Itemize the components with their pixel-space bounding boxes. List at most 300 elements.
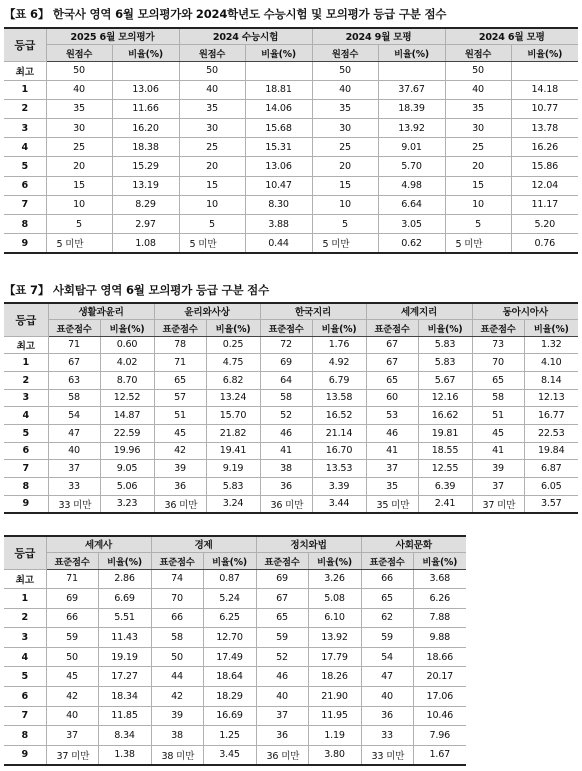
ratio-cell: 3.24 (206, 495, 260, 513)
score-cell: 5 미만 (179, 234, 245, 253)
grade-cell: 8 (4, 478, 48, 496)
ratio-cell: 8.30 (245, 195, 312, 214)
ratio-cell: 12.52 (100, 389, 154, 407)
ratio-cell: 16.62 (418, 407, 472, 425)
score-cell: 67 (256, 589, 308, 609)
ratio-cell: 6.26 (413, 589, 466, 609)
score-cell: 50 (151, 647, 203, 667)
exam-header: 2025 6월 모의평가 (46, 28, 179, 44)
score-cell: 62 (361, 608, 413, 628)
score-cell: 36 (154, 478, 206, 496)
ratio-cell: 3.80 (308, 745, 361, 765)
score-cell: 38 (151, 726, 203, 746)
ratio-cell: 5.20 (511, 215, 578, 234)
grade-cell: 2 (4, 371, 48, 389)
score-cell: 53 (366, 407, 418, 425)
score-cell: 54 (48, 407, 100, 425)
score-cell: 5 미만 (445, 234, 511, 253)
table-row (4, 119, 578, 138)
ratio-cell: 15.31 (245, 138, 312, 157)
ratio-cell: 4.02 (100, 354, 154, 372)
score-cell: 33 (48, 478, 100, 496)
ratio-cell: 3.45 (203, 745, 256, 765)
table-row (4, 608, 466, 628)
score-cell: 36 (260, 478, 312, 496)
score-cell: 57 (154, 389, 206, 407)
standard-score-header: 표준점수 (366, 319, 418, 336)
ratio-cell: 19.96 (100, 442, 154, 460)
ratio-header: 비율(%) (203, 552, 256, 569)
score-cell: 15 (46, 176, 112, 195)
ratio-cell: 16.52 (312, 407, 366, 425)
ratio-cell: 15.86 (511, 157, 578, 176)
ratio-cell: 18.64 (203, 667, 256, 687)
ratio-cell: 13.58 (312, 389, 366, 407)
table-row (4, 647, 466, 667)
ratio-cell: 37.67 (378, 80, 445, 99)
table-row (4, 80, 578, 99)
score-cell: 58 (151, 628, 203, 648)
ratio-header: 비율(%) (308, 552, 361, 569)
score-cell: 30 (46, 119, 112, 138)
ratio-cell: 17.79 (308, 647, 361, 667)
grade-header: 등급 (4, 536, 46, 569)
ratio-cell: 18.34 (98, 687, 151, 707)
table-row (4, 726, 466, 746)
ratio-cell: 11.43 (98, 628, 151, 648)
ratio-cell: 18.39 (378, 99, 445, 118)
score-cell: 37 미만 (472, 495, 524, 513)
score-cell: 45 (154, 424, 206, 442)
score-cell: 45 (472, 424, 524, 442)
score-cell: 37 미만 (46, 745, 98, 765)
standard-score-header: 표준점수 (151, 552, 203, 569)
ratio-cell: 5.51 (98, 608, 151, 628)
score-cell: 42 (151, 687, 203, 707)
table-row (4, 389, 578, 407)
score-cell: 10 (179, 195, 245, 214)
score-cell: 36 미만 (154, 495, 206, 513)
ratio-cell: 5.06 (100, 478, 154, 496)
ratio-cell: 1.76 (312, 336, 366, 354)
grade-cell: 2 (4, 608, 46, 628)
score-cell: 37 (366, 460, 418, 478)
score-cell: 38 (260, 460, 312, 478)
ratio-cell: 9.01 (378, 138, 445, 157)
ratio-header: 비율(%) (98, 552, 151, 569)
grade-cell: 4 (4, 647, 46, 667)
score-cell: 59 (46, 628, 98, 648)
score-cell: 65 (154, 371, 206, 389)
grade-cell: 최고 (4, 61, 46, 80)
table-row (4, 706, 466, 726)
table-row (4, 61, 578, 80)
table-row (4, 495, 578, 513)
ratio-cell: 14.18 (511, 80, 578, 99)
grade-cell: 2 (4, 99, 46, 118)
standard-score-header: 표준점수 (48, 319, 100, 336)
ratio-cell: 2.41 (418, 495, 472, 513)
table-row (4, 234, 578, 253)
ratio-cell: 6.87 (524, 460, 578, 478)
grade-cell: 9 (4, 495, 48, 513)
score-cell: 40 (46, 706, 98, 726)
ratio-cell: 6.64 (378, 195, 445, 214)
score-cell: 20 (179, 157, 245, 176)
score-cell: 10 (46, 195, 112, 214)
ratio-cell: 13.92 (308, 628, 361, 648)
score-cell: 35 (366, 478, 418, 496)
score-cell: 35 (445, 99, 511, 118)
score-cell: 20 (312, 157, 378, 176)
grade-cell: 3 (4, 389, 48, 407)
ratio-header: 비율(%) (206, 319, 260, 336)
grade-cell: 7 (4, 706, 46, 726)
ratio-cell: 17.49 (203, 647, 256, 667)
table-row (4, 589, 466, 609)
score-cell: 65 (472, 371, 524, 389)
ratio-cell: 11.66 (112, 99, 179, 118)
table-row (4, 371, 578, 389)
ratio-cell: 5.08 (308, 589, 361, 609)
grade-cell: 최고 (4, 336, 48, 354)
score-cell: 40 (361, 687, 413, 707)
score-cell: 50 (46, 61, 112, 80)
score-cell: 44 (151, 667, 203, 687)
score-cell: 30 (312, 119, 378, 138)
score-cell: 37 (472, 478, 524, 496)
grade-header: 등급 (4, 303, 48, 336)
grade-header: 등급 (4, 28, 46, 61)
ratio-header: 비율(%) (378, 44, 445, 61)
score-cell: 67 (366, 354, 418, 372)
ratio-cell: 11.17 (511, 195, 578, 214)
score-cell: 41 (366, 442, 418, 460)
raw-score-header: 원점수 (46, 44, 112, 61)
table-row (4, 745, 466, 765)
ratio-cell: 0.44 (245, 234, 312, 253)
score-cell: 36 (256, 726, 308, 746)
ratio-cell: 17.06 (413, 687, 466, 707)
score-cell: 71 (48, 336, 100, 354)
score-cell: 30 (179, 119, 245, 138)
ratio-cell: 7.96 (413, 726, 466, 746)
score-cell: 15 (179, 176, 245, 195)
ratio-cell: 5.83 (206, 478, 260, 496)
ratio-cell: 0.25 (206, 336, 260, 354)
ratio-cell: 16.77 (524, 407, 578, 425)
ratio-cell: 2.97 (112, 215, 179, 234)
ratio-cell: 3.05 (378, 215, 445, 234)
grade-cell: 6 (4, 442, 48, 460)
ratio-cell: 4.92 (312, 354, 366, 372)
ratio-header: 비율(%) (312, 319, 366, 336)
score-cell: 40 (445, 80, 511, 99)
ratio-header: 비율(%) (245, 44, 312, 61)
score-cell: 69 (260, 354, 312, 372)
score-cell: 52 (256, 647, 308, 667)
ratio-cell: 3.88 (245, 215, 312, 234)
score-cell: 20 (445, 157, 511, 176)
ratio-cell: 20.17 (413, 667, 466, 687)
ratio-cell: 4.98 (378, 176, 445, 195)
ratio-cell: 10.77 (511, 99, 578, 118)
ratio-cell: 3.68 (413, 569, 466, 589)
score-cell: 66 (361, 569, 413, 589)
ratio-cell: 13.06 (245, 157, 312, 176)
score-cell: 72 (260, 336, 312, 354)
score-cell: 71 (46, 569, 98, 589)
ratio-cell: 0.62 (378, 234, 445, 253)
ratio-cell: 8.14 (524, 371, 578, 389)
score-cell: 65 (361, 589, 413, 609)
standard-score-header: 표준점수 (361, 552, 413, 569)
score-cell: 70 (472, 354, 524, 372)
grade-cell: 6 (4, 687, 46, 707)
grade-cell: 3 (4, 628, 46, 648)
score-cell: 42 (46, 687, 98, 707)
score-cell: 66 (151, 608, 203, 628)
score-cell: 35 미만 (366, 495, 418, 513)
score-cell: 65 (256, 608, 308, 628)
table6-title: 【표 6】 한국사 영역 6월 모의평가와 2024학년도 수능시험 및 모의평가 등급 구분 점수 (4, 7, 447, 21)
score-cell: 25 (445, 138, 511, 157)
table-row (4, 354, 578, 372)
subject-header: 세계지리 (366, 303, 472, 319)
score-cell: 50 (312, 61, 378, 80)
ratio-cell: 2.86 (98, 569, 151, 589)
ratio-cell: 9.19 (206, 460, 260, 478)
grade-cell: 6 (4, 176, 46, 195)
table-row (4, 336, 578, 354)
score-cell: 40 (312, 80, 378, 99)
ratio-cell: 3.44 (312, 495, 366, 513)
ratio-cell: 6.82 (206, 371, 260, 389)
ratio-cell: 1.67 (413, 745, 466, 765)
exam-header: 2024 6월 모평 (445, 28, 578, 44)
ratio-cell: 16.20 (112, 119, 179, 138)
grade-cell: 7 (4, 195, 46, 214)
ratio-cell: 17.27 (98, 667, 151, 687)
score-cell: 20 (46, 157, 112, 176)
score-cell: 50 (179, 61, 245, 80)
score-cell: 58 (260, 389, 312, 407)
ratio-cell: 18.81 (245, 80, 312, 99)
ratio-cell: 18.38 (112, 138, 179, 157)
score-cell: 46 (256, 667, 308, 687)
ratio-header: 비율(%) (418, 319, 472, 336)
score-cell: 50 (46, 647, 98, 667)
score-cell: 51 (472, 407, 524, 425)
ratio-cell: 6.79 (312, 371, 366, 389)
ratio-cell: 9.05 (100, 460, 154, 478)
grade-cell: 1 (4, 589, 46, 609)
table-row (4, 687, 466, 707)
raw-score-header: 원점수 (179, 44, 245, 61)
ratio-cell: 22.59 (100, 424, 154, 442)
score-cell: 45 (46, 667, 98, 687)
ratio-cell (245, 61, 312, 80)
table-row (4, 442, 578, 460)
ratio-cell: 16.70 (312, 442, 366, 460)
ratio-header: 비율(%) (524, 319, 578, 336)
table-row (4, 460, 578, 478)
ratio-cell: 19.81 (418, 424, 472, 442)
ratio-cell: 12.16 (418, 389, 472, 407)
ratio-cell: 10.46 (413, 706, 466, 726)
score-cell: 73 (472, 336, 524, 354)
grade-cell: 9 (4, 745, 46, 765)
score-cell: 25 (312, 138, 378, 157)
score-cell: 35 (312, 99, 378, 118)
score-cell: 41 (472, 442, 524, 460)
score-cell: 60 (366, 389, 418, 407)
standard-score-header: 표준점수 (154, 319, 206, 336)
score-cell: 67 (366, 336, 418, 354)
ratio-header: 비율(%) (413, 552, 466, 569)
score-cell: 42 (154, 442, 206, 460)
ratio-cell: 21.14 (312, 424, 366, 442)
ratio-cell: 1.25 (203, 726, 256, 746)
score-cell: 69 (256, 569, 308, 589)
ratio-cell: 8.70 (100, 371, 154, 389)
ratio-cell (511, 61, 578, 80)
ratio-cell: 13.53 (312, 460, 366, 478)
ratio-cell: 13.92 (378, 119, 445, 138)
ratio-cell: 13.78 (511, 119, 578, 138)
score-cell: 50 (445, 61, 511, 80)
ratio-cell: 3.57 (524, 495, 578, 513)
grade-cell: 1 (4, 354, 48, 372)
ratio-cell: 5.83 (418, 354, 472, 372)
ratio-header: 비율(%) (100, 319, 154, 336)
score-cell: 37 (48, 460, 100, 478)
grade-cell: 4 (4, 138, 46, 157)
score-cell: 63 (48, 371, 100, 389)
table-row (4, 215, 578, 234)
score-cell: 25 (179, 138, 245, 157)
score-cell: 10 (312, 195, 378, 214)
ratio-cell: 15.70 (206, 407, 260, 425)
score-cell: 69 (46, 589, 98, 609)
table-row (4, 569, 466, 589)
score-cell: 33 미만 (361, 745, 413, 765)
score-cell: 66 (46, 608, 98, 628)
grade-cell: 5 (4, 424, 48, 442)
ratio-cell: 16.69 (203, 706, 256, 726)
subject-header: 생활과윤리 (48, 303, 154, 319)
score-cell: 15 (445, 176, 511, 195)
grade-cell: 9 (4, 234, 46, 253)
table-row (4, 407, 578, 425)
ratio-cell: 3.23 (100, 495, 154, 513)
score-cell: 36 미만 (256, 745, 308, 765)
score-cell: 70 (151, 589, 203, 609)
standard-score-header: 표준점수 (472, 319, 524, 336)
score-cell: 52 (260, 407, 312, 425)
ratio-header: 비율(%) (511, 44, 578, 61)
score-cell: 39 (151, 706, 203, 726)
ratio-cell: 0.76 (511, 234, 578, 253)
raw-score-header: 원점수 (445, 44, 511, 61)
ratio-cell: 18.26 (308, 667, 361, 687)
ratio-cell: 3.26 (308, 569, 361, 589)
score-cell: 74 (151, 569, 203, 589)
standard-score-header: 표준점수 (46, 552, 98, 569)
score-cell: 47 (361, 667, 413, 687)
ratio-cell: 19.84 (524, 442, 578, 460)
ratio-cell (112, 61, 179, 80)
table7-title: 【표 7】 사회탐구 영역 6월 모의평가 등급 구분 점수 (4, 283, 269, 297)
subject-header: 정치와법 (256, 536, 361, 552)
ratio-cell: 12.70 (203, 628, 256, 648)
score-cell: 37 (256, 706, 308, 726)
ratio-cell: 6.69 (98, 589, 151, 609)
standard-score-header: 표준점수 (256, 552, 308, 569)
table-row (4, 157, 578, 176)
score-cell: 65 (366, 371, 418, 389)
subject-header: 윤리와사상 (154, 303, 260, 319)
ratio-cell: 12.04 (511, 176, 578, 195)
table7-social-studies-cutoffs (4, 302, 578, 514)
table-row (4, 99, 578, 118)
score-cell: 36 (361, 706, 413, 726)
score-cell: 25 (46, 138, 112, 157)
score-cell: 5 (445, 215, 511, 234)
ratio-cell: 6.25 (203, 608, 256, 628)
ratio-cell: 1.32 (524, 336, 578, 354)
score-cell: 67 (48, 354, 100, 372)
ratio-cell: 18.29 (203, 687, 256, 707)
ratio-cell: 5.24 (203, 589, 256, 609)
ratio-cell: 7.88 (413, 608, 466, 628)
standard-score-header: 표준점수 (260, 319, 312, 336)
score-cell: 58 (472, 389, 524, 407)
table6-korean-history-cutoffs (4, 27, 578, 254)
score-cell: 46 (260, 424, 312, 442)
table-row (4, 628, 466, 648)
ratio-cell: 12.55 (418, 460, 472, 478)
grade-cell: 8 (4, 726, 46, 746)
grade-cell: 최고 (4, 569, 46, 589)
ratio-cell: 1.19 (308, 726, 361, 746)
score-cell: 71 (154, 354, 206, 372)
ratio-cell: 1.38 (98, 745, 151, 765)
score-cell: 5 미만 (46, 234, 112, 253)
score-cell: 64 (260, 371, 312, 389)
score-cell: 40 (179, 80, 245, 99)
score-cell: 39 (154, 460, 206, 478)
score-cell: 33 (361, 726, 413, 746)
ratio-cell: 13.06 (112, 80, 179, 99)
ratio-cell: 13.24 (206, 389, 260, 407)
score-cell: 47 (48, 424, 100, 442)
ratio-cell: 11.85 (98, 706, 151, 726)
grade-cell: 3 (4, 119, 46, 138)
score-cell: 40 (48, 442, 100, 460)
ratio-cell: 5.67 (418, 371, 472, 389)
score-cell: 5 (312, 215, 378, 234)
ratio-cell: 4.10 (524, 354, 578, 372)
ratio-cell: 5.70 (378, 157, 445, 176)
ratio-cell: 0.60 (100, 336, 154, 354)
score-cell: 78 (154, 336, 206, 354)
table-row (4, 478, 578, 496)
ratio-cell: 15.29 (112, 157, 179, 176)
subject-header: 경제 (151, 536, 256, 552)
ratio-cell: 14.06 (245, 99, 312, 118)
score-cell: 5 (46, 215, 112, 234)
